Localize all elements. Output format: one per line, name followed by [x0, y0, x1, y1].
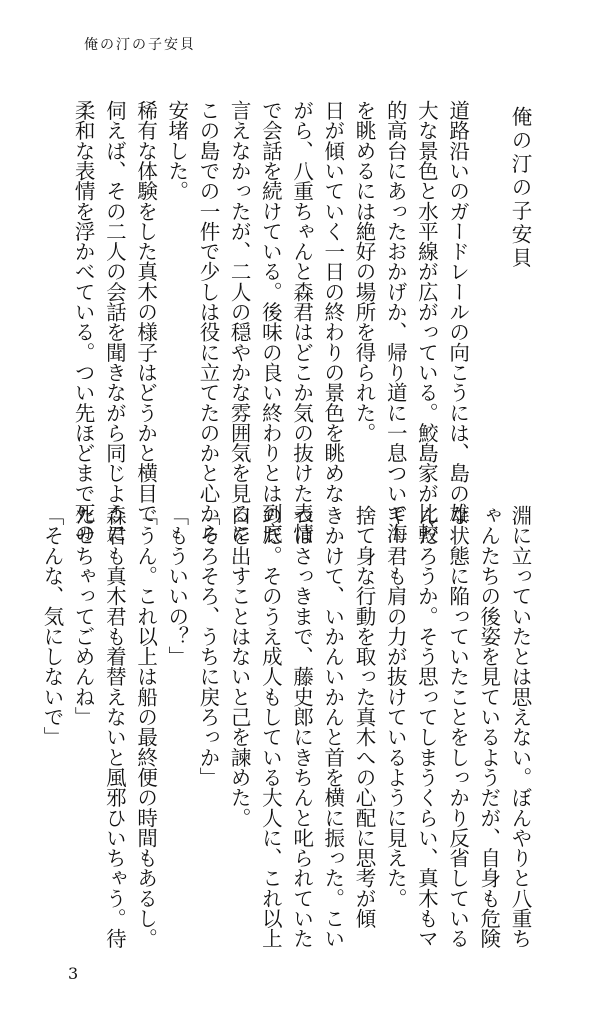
- page-number: 3: [68, 964, 79, 983]
- text-line: 的高台にあったおかげか、帰り道に一息ついて海: [383, 100, 408, 544]
- text-line: 口を出すことはないと己を諫めた。: [227, 505, 252, 828]
- text-line: のだ。そのうえ成人もしている大人に、これ以上: [258, 505, 283, 949]
- text-line: 柔和な表情を浮かべている。つい先ほどまで死の: [71, 100, 96, 544]
- text-line: がら、八重ちゃんと森君はどこか気の抜けた表情: [289, 100, 314, 544]
- text-line: この島での一件で少しは役に立てたのかと心から: [195, 100, 220, 544]
- text-line: を眺めるには絶好の場所を得られた。: [351, 100, 376, 443]
- text-line: ギー君も肩の力が抜けているように見えた。: [383, 505, 408, 909]
- text-line: 「うん。これ以上は船の最終便の時間もあるし。: [133, 505, 158, 949]
- text-line: 捨て身な行動を取った真木への心配に思考が傾: [351, 505, 376, 929]
- text-line: で会話を続けている。後味の良い終わりとは到底: [258, 100, 283, 544]
- text-line: 大な景色と水平線が広がっている。鮫島家が比較: [414, 100, 439, 544]
- running-header: 俺の汀の子安貝: [84, 37, 196, 53]
- text-line: ゃんたちの後姿を見ているようだが、自身も危険: [476, 505, 501, 949]
- text-line: 言えなかったが、二人の穏やかな雰囲気を見るに: [227, 100, 252, 544]
- text-line: 安堵した。: [164, 100, 189, 201]
- title-gap: [473, 100, 504, 505]
- text-line: 淵に立っていたとは思えない。ぼんやりと八重ち: [508, 505, 532, 949]
- text-line: 稀有な体験をした真木の様子はどうかと横目で: [133, 100, 158, 524]
- text-block-top: [71, 100, 535, 544]
- text-line: きかけて、いかんいかんと首を横に振った。こい: [320, 505, 345, 949]
- text-line: んだろうか。そう思ってしまうくらい、真木もマ: [414, 505, 439, 949]
- text-line: 森君も真木君も着替えないと風邪ひいちゃう。待: [102, 505, 127, 949]
- text-line: な状態に陥っていたことをしっかり反省している: [445, 505, 470, 949]
- text-line: つはさっきまで、藤史郎にきちんと叱られていた: [289, 505, 314, 949]
- text-block-bottom: [39, 505, 535, 949]
- chapter-title: 俺の汀の子安貝: [508, 106, 532, 271]
- text-line: 「そんな、気にしないで」: [39, 505, 64, 747]
- text-line: たせちゃってごめんね」: [71, 505, 96, 727]
- text-line: 道路沿いのガードレールの向こうには、島の雄: [445, 100, 470, 524]
- text-line: 「もういいの？」: [164, 505, 189, 667]
- text-line: 伺えば、その二人の会話を聞きながら同じように: [102, 100, 127, 544]
- text-line: 日が傾いていく一日の終わりの景色を眺めな: [320, 100, 345, 504]
- text-line: 「そろそろ、うちに戻ろっか」: [195, 505, 220, 788]
